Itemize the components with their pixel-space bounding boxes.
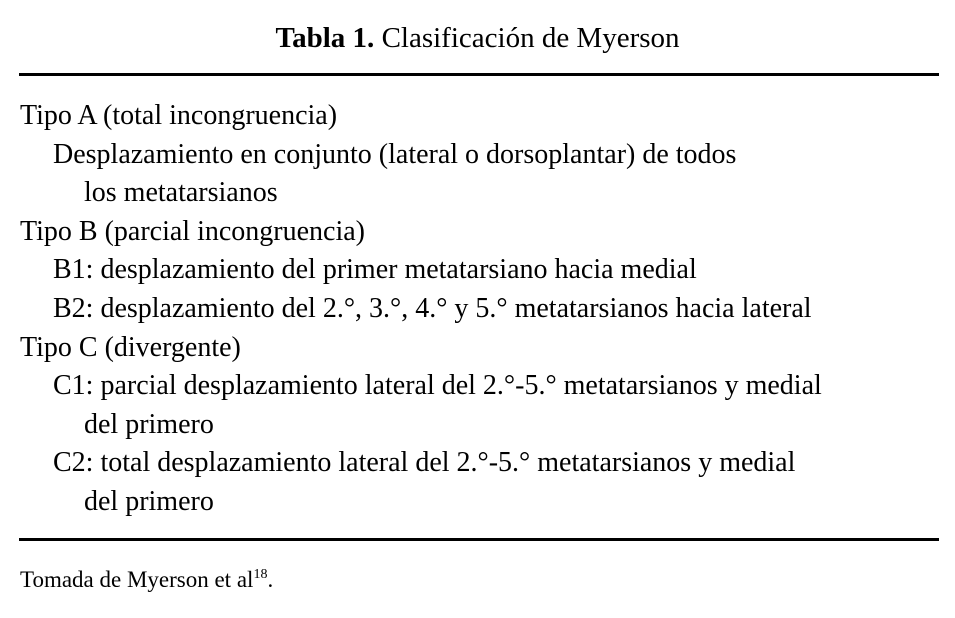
category-heading: Tipo C (divergente) — [20, 331, 241, 363]
category-description: B2: desplazamiento del 2.°, 3.°, 4.° y 5.° metatarsianos hacia lateral — [53, 292, 812, 324]
source-end: . — [267, 567, 274, 592]
table-row — [0, 213, 955, 252]
table-row — [0, 367, 955, 406]
table-title-label: Tabla 1. — [275, 22, 375, 54]
category-description: los metatarsianos — [84, 177, 278, 209]
category-description: Desplazamiento en conjunto (lateral o dorsoplantar) de todos — [53, 138, 737, 170]
category-description: C2: total desplazamiento lateral del 2.°-5.° metatarsianos y medial — [53, 447, 796, 479]
table-row — [0, 444, 955, 483]
table-bottom-rule — [19, 538, 939, 541]
table-title-text: Clasificación de Myerson — [381, 22, 680, 54]
table-top-rule — [19, 73, 939, 76]
table-title — [0, 20, 955, 56]
table-row — [0, 483, 955, 522]
table-row — [0, 251, 955, 290]
table-row — [0, 136, 955, 175]
category-description: B1: desplazamiento del primer metatarsiano hacia medial — [53, 254, 697, 286]
table-row — [0, 174, 955, 213]
source-text: Tomada de Myerson et al — [20, 567, 254, 592]
table-row — [0, 329, 955, 368]
source-reference: 18 — [253, 567, 268, 582]
category-description: C1: parcial desplazamiento lateral del 2.°-5.° metatarsianos y medial — [53, 370, 822, 402]
category-heading: Tipo B (parcial incongruencia) — [20, 215, 365, 247]
table-source-note — [20, 565, 273, 595]
table-row — [0, 406, 955, 445]
category-heading: Tipo A (total incongruencia) — [20, 100, 338, 131]
category-description: del primero — [84, 485, 214, 517]
table-row — [0, 290, 955, 329]
table-row — [0, 97, 955, 136]
category-description: del primero — [84, 408, 214, 440]
table-body — [0, 97, 955, 522]
